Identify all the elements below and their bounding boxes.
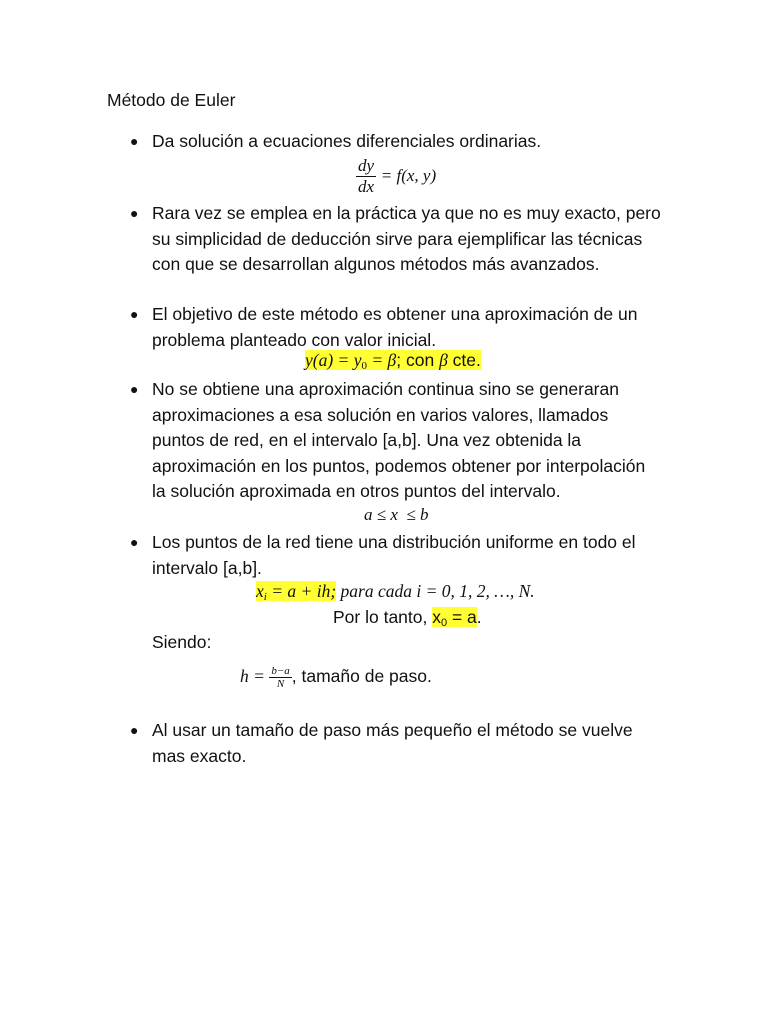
- siendo-label: Siendo:: [152, 632, 212, 652]
- derivative-fraction: [356, 156, 376, 197]
- equation-rhs: = f(x, y): [380, 165, 437, 185]
- eq-text: Por lo tanto,: [333, 607, 433, 627]
- grid-points-equation: [256, 581, 535, 603]
- eq-text: ; con: [396, 350, 440, 370]
- eq-sub: 0: [361, 360, 367, 372]
- bullet-text: El objetivo de este método es obtener una aproximación de un problema planteado con valor inicial.: [152, 304, 638, 350]
- list-item: [130, 201, 662, 278]
- eq-part: = β: [367, 350, 397, 370]
- fraction-numerator: b−a: [271, 665, 290, 677]
- bullet-text: Rara vez se emplea en la práctica ya que no es muy exacto, pero su simplicidad de deducción sirve para ejemplificar las técnicas con que se desarrollan algunos métodos más avanzados.: [152, 203, 661, 274]
- ode-equation: [356, 156, 436, 197]
- eq-part: = a: [447, 607, 477, 627]
- highlight: [305, 350, 481, 370]
- eq-part: = a + ih;: [266, 581, 337, 601]
- eq-part: para cada i = 0, 1, 2, …, N.: [336, 581, 535, 601]
- bullet-text: Al usar un tamaño de paso más pequeño el método se vuelve mas exacto.: [152, 720, 633, 766]
- bullet-icon: ●: [130, 381, 139, 397]
- list-item: [130, 302, 662, 353]
- highlight: [256, 581, 336, 601]
- eq-sub: 0: [440, 617, 448, 629]
- fraction-denominator: dx: [358, 177, 375, 196]
- bullet-icon: ●: [130, 534, 139, 550]
- list-item: [130, 377, 662, 505]
- therefore-line: [333, 607, 482, 629]
- eq-part: x: [256, 581, 264, 601]
- eq-text: cte.: [447, 350, 481, 370]
- eq-part: y(a) = y: [305, 350, 362, 370]
- page-title: Método de Euler: [107, 90, 236, 110]
- bullet-text: No se obtiene una aproximación continua sino se generaran aproximaciones a esa solución en varios valores, llamados puntos de red, en el intervalo [a,b]. Una vez obtenida la aproximación en los puntos, podemos obtener por interpolación la solución aproximada en otros puntos del intervalo.: [152, 379, 646, 501]
- bullet-icon: ●: [130, 306, 139, 322]
- step-fraction: [269, 665, 291, 690]
- fraction-denominator: N: [276, 678, 285, 690]
- bullet-icon: ●: [130, 722, 139, 738]
- bullet-text: Los puntos de la red tiene una distribución uniforme en todo el intervalo [a,b].: [152, 532, 636, 578]
- bullet-icon: ●: [130, 205, 139, 221]
- eq-part: h =: [240, 666, 270, 687]
- fraction-numerator: dy: [358, 156, 375, 175]
- list-item: [130, 718, 662, 769]
- eq-part: x: [432, 607, 441, 627]
- initial-condition: [305, 350, 481, 372]
- eq-text: , tamaño de paso.: [291, 666, 432, 687]
- bullet-icon: ●: [130, 133, 139, 149]
- interval-inequality: a ≤ x ≤ b: [364, 505, 429, 524]
- eq-sub: i: [263, 591, 267, 603]
- list-item: [130, 530, 662, 581]
- eq-text: .: [476, 607, 482, 627]
- eq-beta: β: [439, 350, 448, 370]
- list-item: [130, 129, 662, 155]
- highlight: [432, 607, 477, 627]
- bullet-text: Da solución a ecuaciones diferenciales ordinarias.: [152, 131, 542, 151]
- step-size-equation: [240, 665, 432, 690]
